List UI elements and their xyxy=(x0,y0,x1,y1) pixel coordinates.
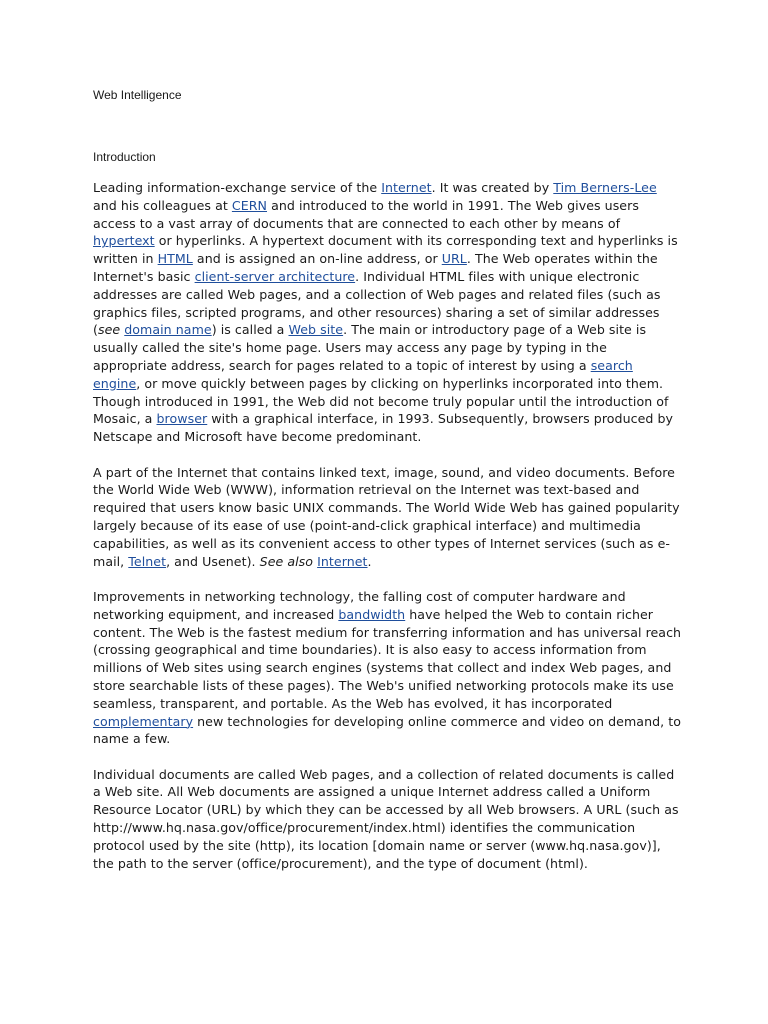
paragraph-3 xyxy=(93,588,683,748)
section-heading-introduction: Introduction xyxy=(93,150,156,164)
paragraph-text: with a graphical interface, in 1993. Subsequently, browsers produced by Netscape and Microsoft have become predominant. xyxy=(93,411,674,445)
paragraph-text: . Individual HTML files with unique electronic addresses are called Web pages, and a collection of Web pages and related files (such as graphics files, scripted programs, and other resources) sharing a set of similar addresses ( xyxy=(93,268,661,338)
paragraph-text: and introduced to the world in 1991. The Web gives users access to a vast array of documents that are connected to each other by means of xyxy=(93,197,639,231)
paragraph-2 xyxy=(93,464,683,571)
paragraph-text: , or move quickly between pages by clicking on hyperlinks incorporated into them. Though introduced in 1991, the Web did not become truly popular until the introduction of Mosaic, a xyxy=(93,375,669,427)
paragraph-text: A part of the Internet that contains linked text, image, sound, and video documents. Before the World Wide Web (WWW), information retrieval on the Internet was text-based and required that users know basic UNIX commands. The World Wide Web has gained popularity largely because of its ease of use (point-and-click graphical interface) and multimedia capabilities, as well as its convenient access to other types of Internet services (such as e-mail, xyxy=(93,464,680,569)
link-internet-see-also[interactable]: Internet xyxy=(317,553,368,569)
paragraph-4 xyxy=(93,766,683,873)
link-url[interactable]: URL xyxy=(441,251,467,267)
emphasis-text: see xyxy=(97,322,121,338)
paragraph-text: or hyperlinks. A hypertext document with its corresponding text and hyperlinks is written in xyxy=(93,233,678,267)
paragraph-text: . It was created by xyxy=(431,180,554,195)
link-tim-berners-lee[interactable]: Tim Berners-Lee xyxy=(553,180,657,195)
link-web-site[interactable]: Web site xyxy=(288,322,344,338)
paragraph-text: Leading information-exchange service of the xyxy=(93,180,382,195)
paragraph-text: , and Usenet). xyxy=(166,553,260,569)
document-body xyxy=(93,179,683,890)
paragraph-text: . xyxy=(367,553,372,569)
paragraph-text: and is assigned an on-line address, or xyxy=(192,251,442,267)
paragraph-text: . The main or introductory page of a Web site is usually called the site's home page. Users may access any page by typing in the appropriate address, search for pages related to a topic of interest by using a xyxy=(93,322,647,373)
link-cern[interactable]: CERN xyxy=(231,197,268,213)
paragraph-text: Improvements in networking technology, the falling cost of computer hardware and networking equipment, and increased xyxy=(93,588,626,622)
paragraph-text: have helped the Web to contain richer content. The Web is the fastest medium for transferring information and has universal reach (crossing geographical and time boundaries). It is also easy to access information from millions of Web sites using search engines (systems that collect and index Web pages, and store searchable lists of these pages). The Web's unified networking protocols make its use seamless, transparent, and portable. As the Web has evolved, it has incorporated xyxy=(93,606,682,711)
link-client-server-architecture[interactable]: client-server architecture xyxy=(194,268,356,284)
emphasis-text: See also xyxy=(259,553,314,569)
paragraph-text: and his colleagues at xyxy=(93,197,232,213)
link-hypertext[interactable]: hypertext xyxy=(93,233,155,249)
link-html[interactable]: HTML xyxy=(157,251,193,267)
paragraph-text: ) is called a xyxy=(211,322,289,338)
paragraph-text: Individual documents are called Web pages, and a collection of related documents is called a Web site. All Web documents are assigned a unique Internet address called a Uniform Resource Locator (URL) by which they can be accessed by all Web browsers. A URL (such as http://www.hq.nasa.gov/office/procurement/index.html) identifies the communication protocol used by the site (http), its location [domain name or server (www.hq.nasa.gov)], the path to the server (office/procurement), and the type of document (html). xyxy=(93,766,679,871)
paragraph-1 xyxy=(93,179,683,446)
link-browser[interactable]: browser xyxy=(156,411,208,427)
document-title: Web Intelligence xyxy=(93,88,182,102)
link-search-engine[interactable]: search engine xyxy=(93,357,633,391)
paragraph-text: . The Web operates within the Internet's basic xyxy=(93,251,658,284)
link-telnet[interactable]: Telnet xyxy=(128,553,167,569)
paragraph-text: new technologies for developing online commerce and video on demand, to name a few. xyxy=(93,713,681,747)
link-bandwidth[interactable]: bandwidth xyxy=(338,606,406,622)
link-domain-name[interactable]: domain name xyxy=(124,322,212,338)
link-complementary[interactable]: complementary xyxy=(93,713,194,729)
link-internet[interactable]: Internet xyxy=(381,180,432,195)
